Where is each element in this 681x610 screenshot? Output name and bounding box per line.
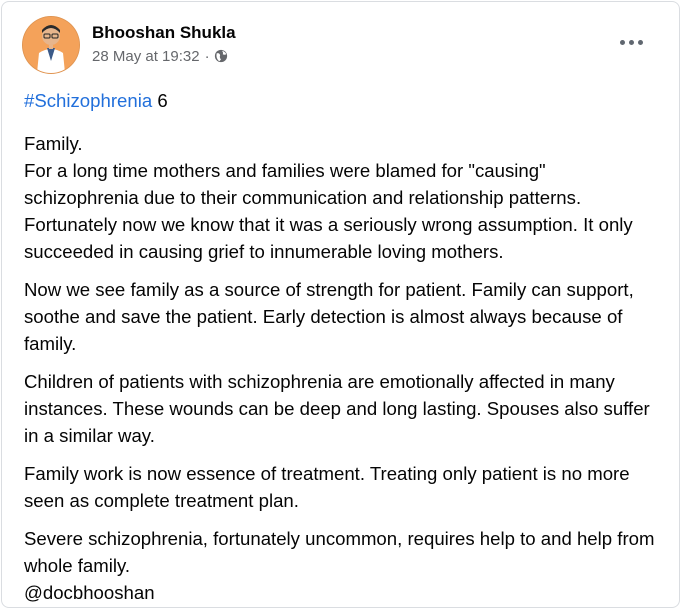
mention-text: @docbhooshan — [24, 582, 155, 603]
post-meta — [92, 22, 236, 65]
post-card — [1, 1, 680, 608]
post-header — [22, 16, 236, 74]
avatar-illustration — [23, 17, 79, 73]
post-timestamp[interactable]: 28 May at 19:32 — [92, 47, 200, 65]
hashtag-link[interactable]: #Schizophrenia — [24, 90, 153, 111]
post-paragraph-2: Now we see family as a source of strength for patient. Family can support, soothe and save the patient. Early detection is almost always because of family. — [24, 279, 634, 354]
dot-3 — [638, 40, 643, 45]
hashtag-suffix: 6 — [152, 90, 168, 111]
more-options-icon[interactable] — [613, 30, 649, 54]
post-paragraph-1: Family. For a long time mothers and families were blamed for "causing" schizophrenia due to their communication and relationship patterns. Fortunately now we know that it was a seriously wrong assumption. It only succeeded in causing grief to innumerable loving mothers. — [24, 133, 633, 262]
post-subline — [92, 48, 236, 65]
dot-2 — [629, 40, 634, 45]
post-paragraph-4: Family work is now essence of treatment. Treating only patient is no more seen as complete treatment plan. — [24, 463, 630, 511]
avatar[interactable] — [22, 16, 80, 74]
hashtag-line — [24, 87, 664, 114]
post-paragraph-3: Children of patients with schizophrenia are emotionally affected in many instances. These wounds can be deep and long lasting. Spouses also suffer in a similar way. — [24, 371, 650, 446]
dot-1 — [620, 40, 625, 45]
globe-icon[interactable] — [214, 49, 228, 63]
post-paragraph-5: Severe schizophrenia, fortunately uncommon, requires help to and help from whole family. — [24, 528, 655, 576]
post-body — [24, 87, 664, 606]
separator-dot: · — [204, 47, 210, 65]
author-name[interactable]: Bhooshan Shukla — [92, 22, 236, 42]
